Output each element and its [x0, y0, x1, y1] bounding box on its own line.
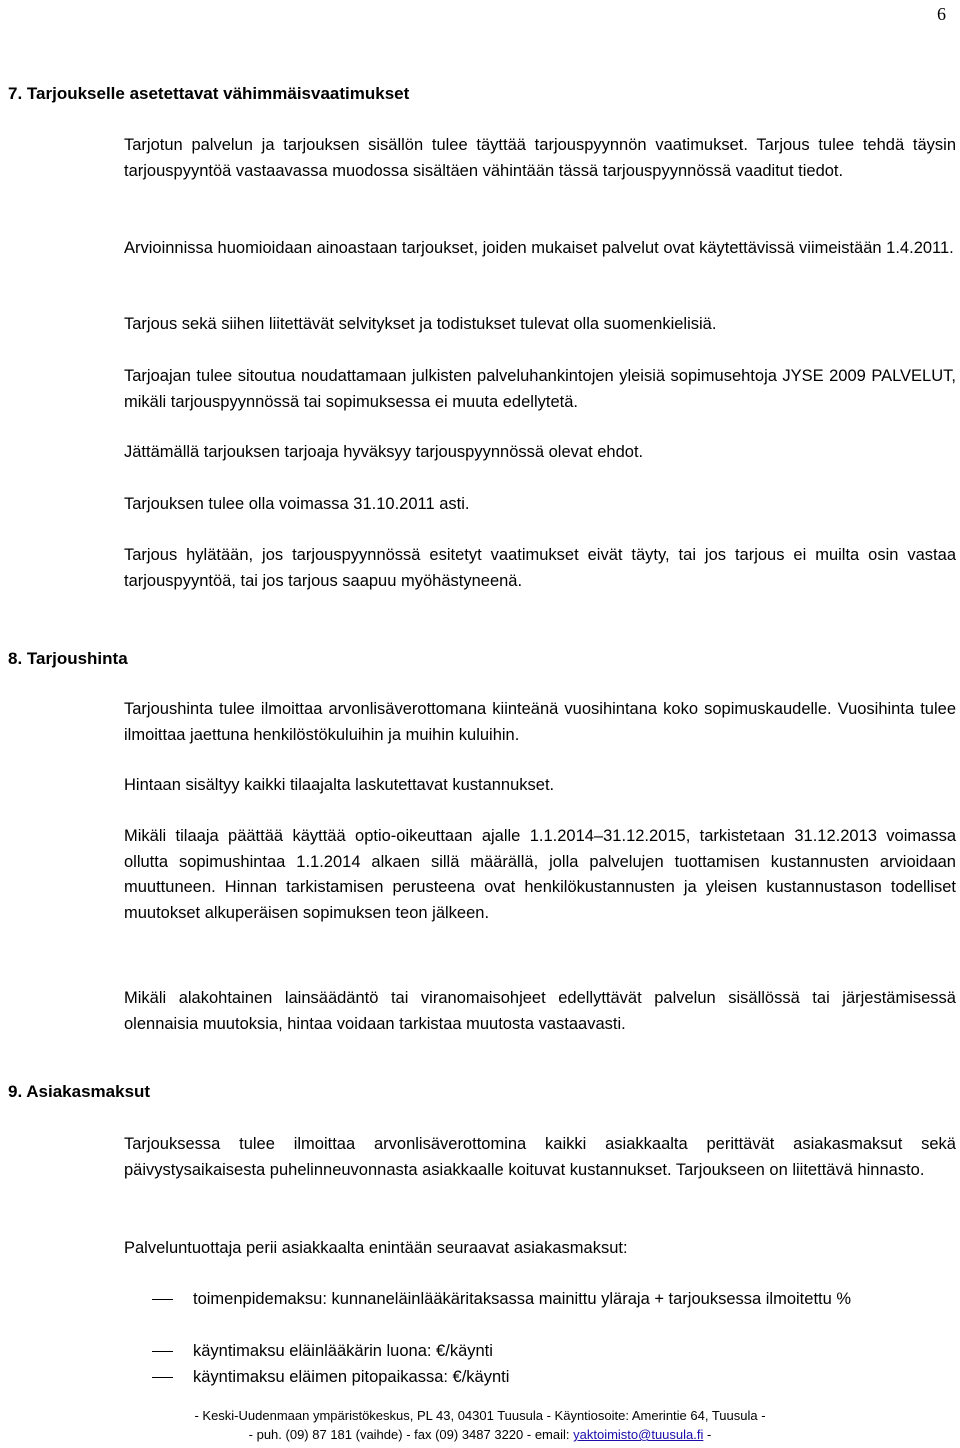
page-number: 6 — [937, 4, 946, 24]
section-9-paragraph-1: Tarjouksessa tulee ilmoittaa arvonlisäverottomina kaikki asiakkaalta perittävät asiakasmaksut sekä päivystysaikaisesta puhelinneuvonnasta asiakkaalle koituvat kustannukset. Tarjoukseen on liitettävä hinnasto. — [124, 1135, 956, 1179]
section-9-paragraph-2: Palveluntuottaja perii asiakkaalta enintään seuraavat asiakasmaksut: — [124, 1239, 628, 1257]
section-8-paragraph-3: Mikäli tilaaja päättää käyttää optio-oikeuttaan ajalle 1.1.2014–31.12.2015, tarkistetaan 31.12.2013 voimassa ollutta sopimushintaa 1.1.2014 alkaen sillä määrällä, jolla palvelujen tuottamisen kustannusten arvioidaan muuttuneen. Hinnan tarkistamisen perusteena ovat henkilökustannusten ja yleisen kustannustason todelliset muutokset alkuperäisen sopimuksen teon jälkeen. — [124, 827, 956, 922]
list-item — [124, 1339, 956, 1365]
footer-contact — [0, 1425, 960, 1444]
list-item-text: toimenpidemaksu: kunnaneläinlääkäritaksassa mainittu yläraja + tarjouksessa ilmoitettu % — [193, 1290, 852, 1308]
footer-contact-suffix: - — [703, 1427, 712, 1442]
section-7-paragraph-4: Tarjoajan tulee sitoutua noudattamaan julkisten palveluhankintojen yleisiä sopimusehtoja JYSE 2009 PALVELUT, mikäli tarjouspyynnössä tai sopimuksessa ei muuta edellytetä. — [124, 367, 956, 411]
list-item-text: käyntimaksu eläimen pitopaikassa: €/käynti — [193, 1368, 510, 1386]
section-7-paragraph-6: Tarjouksen tulee olla voimassa 31.10.2011 asti. — [124, 495, 470, 513]
dash-bullet-icon — [152, 1299, 173, 1300]
footer-address: - Keski-Uudenmaan ympäristökeskus, PL 43, 04301 Tuusula - Käyntiosoite: Amerintie 64, Tuusula - — [194, 1408, 766, 1423]
dash-bullet-icon — [152, 1377, 173, 1378]
email-link[interactable]: yaktoimisto@tuusula.fi — [573, 1427, 704, 1442]
list-item-text: käyntimaksu eläinlääkärin luona: €/käynti — [193, 1342, 493, 1360]
section-8-paragraph-2: Hintaan sisältyy kaikki tilaajalta laskutettavat kustannukset. — [124, 776, 555, 794]
footer-contact-prefix: - puh. (09) 87 181 (vaihde) - fax (09) 3487 3220 - email: — [248, 1427, 574, 1442]
section-7-paragraph-5: Jättämällä tarjouksen tarjoaja hyväksyy tarjouspyynnössä olevat ehdot. — [124, 443, 644, 461]
section-7-paragraph-3: Tarjous sekä siihen liitettävät selvitykset ja todistukset tulevat olla suomenkielisiä. — [124, 315, 717, 333]
section-7-heading: 7. Tarjoukselle asetettavat vähimmäisvaatimukset — [8, 84, 410, 103]
section-8-paragraph-1: Tarjoushinta tulee ilmoittaa arvonlisäverottomana kiinteänä vuosihintana koko sopimuskaudelle. Vuosihinta tulee ilmoittaa jaettuna henkilöstökuluihin ja muihin kuluihin. — [124, 700, 956, 744]
list-item — [124, 1365, 956, 1391]
section-8-heading: 8. Tarjoushinta — [8, 649, 128, 668]
section-7-paragraph-2: Arvioinnissa huomioidaan ainoastaan tarjoukset, joiden mukaiset palvelut ovat käytettävissä viimeistään 1.4.2011. — [124, 239, 954, 257]
list-item — [124, 1287, 956, 1313]
section-7-paragraph-1: Tarjotun palvelun ja tarjouksen sisällön tulee täyttää tarjouspyynnön vaatimukset. Tarjous tulee tehdä täysin tarjouspyyntöä vastaavassa muodossa sisältäen vähintään tässä tarjouspyynnössä vaaditut tiedot. — [124, 136, 956, 180]
section-9-heading: 9. Asiakasmaksut — [8, 1082, 151, 1101]
section-7-paragraph-7: Tarjous hylätään, jos tarjouspyynnössä esitetyt vaatimukset eivät täyty, tai jos tarjous ei muilta osin vastaa tarjouspyyntöä, tai jos tarjous saapuu myöhästyneenä. — [124, 546, 956, 590]
dash-bullet-icon — [152, 1351, 173, 1352]
section-8-paragraph-4: Mikäli alakohtainen lainsäädäntö tai viranomaisohjeet edellyttävät palvelun sisällössä tai järjestämisessä olennaisia muutoksia, hintaa voidaan tarkistaa muutosta vastaavasti. — [124, 989, 956, 1033]
